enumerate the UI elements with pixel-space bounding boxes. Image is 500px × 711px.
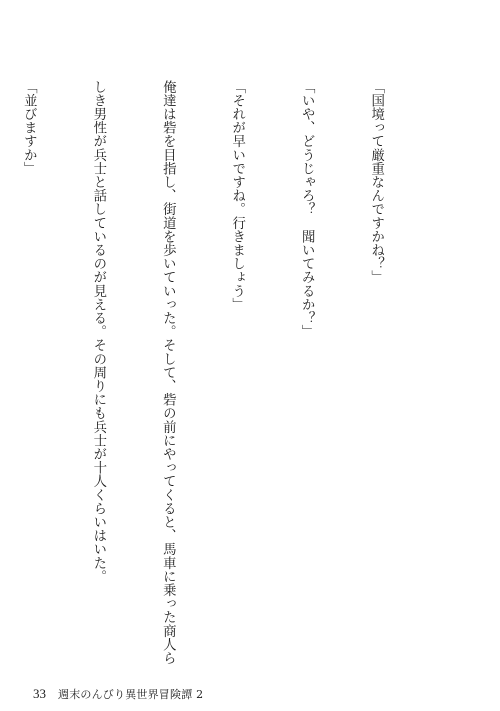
text-line: 「国境って厳重なんですかね？」 bbox=[368, 80, 384, 284]
vertical-text-body bbox=[21, 80, 434, 665]
book-title: 週末のんびり異世界冒険譚 2 bbox=[58, 688, 204, 701]
text-line: 「並びますか」 bbox=[21, 80, 37, 176]
page-number: 33 bbox=[33, 686, 46, 701]
text-line: しき男性が兵士と話しているのが見える。その周りにも兵士が十人くらいはいた。 bbox=[90, 80, 106, 584]
page-footer bbox=[33, 686, 203, 702]
text-line: 「それが早いですね。行きましょう」 bbox=[229, 80, 245, 312]
text-line: 「いや、どうじゃろ？ 聞いてみるか？」 bbox=[299, 80, 315, 339]
text-line: 俺達は砦を目指し、街道を歩いていった。そして、砦の前にやってくると、馬車に乗った商人ら bbox=[160, 80, 176, 665]
